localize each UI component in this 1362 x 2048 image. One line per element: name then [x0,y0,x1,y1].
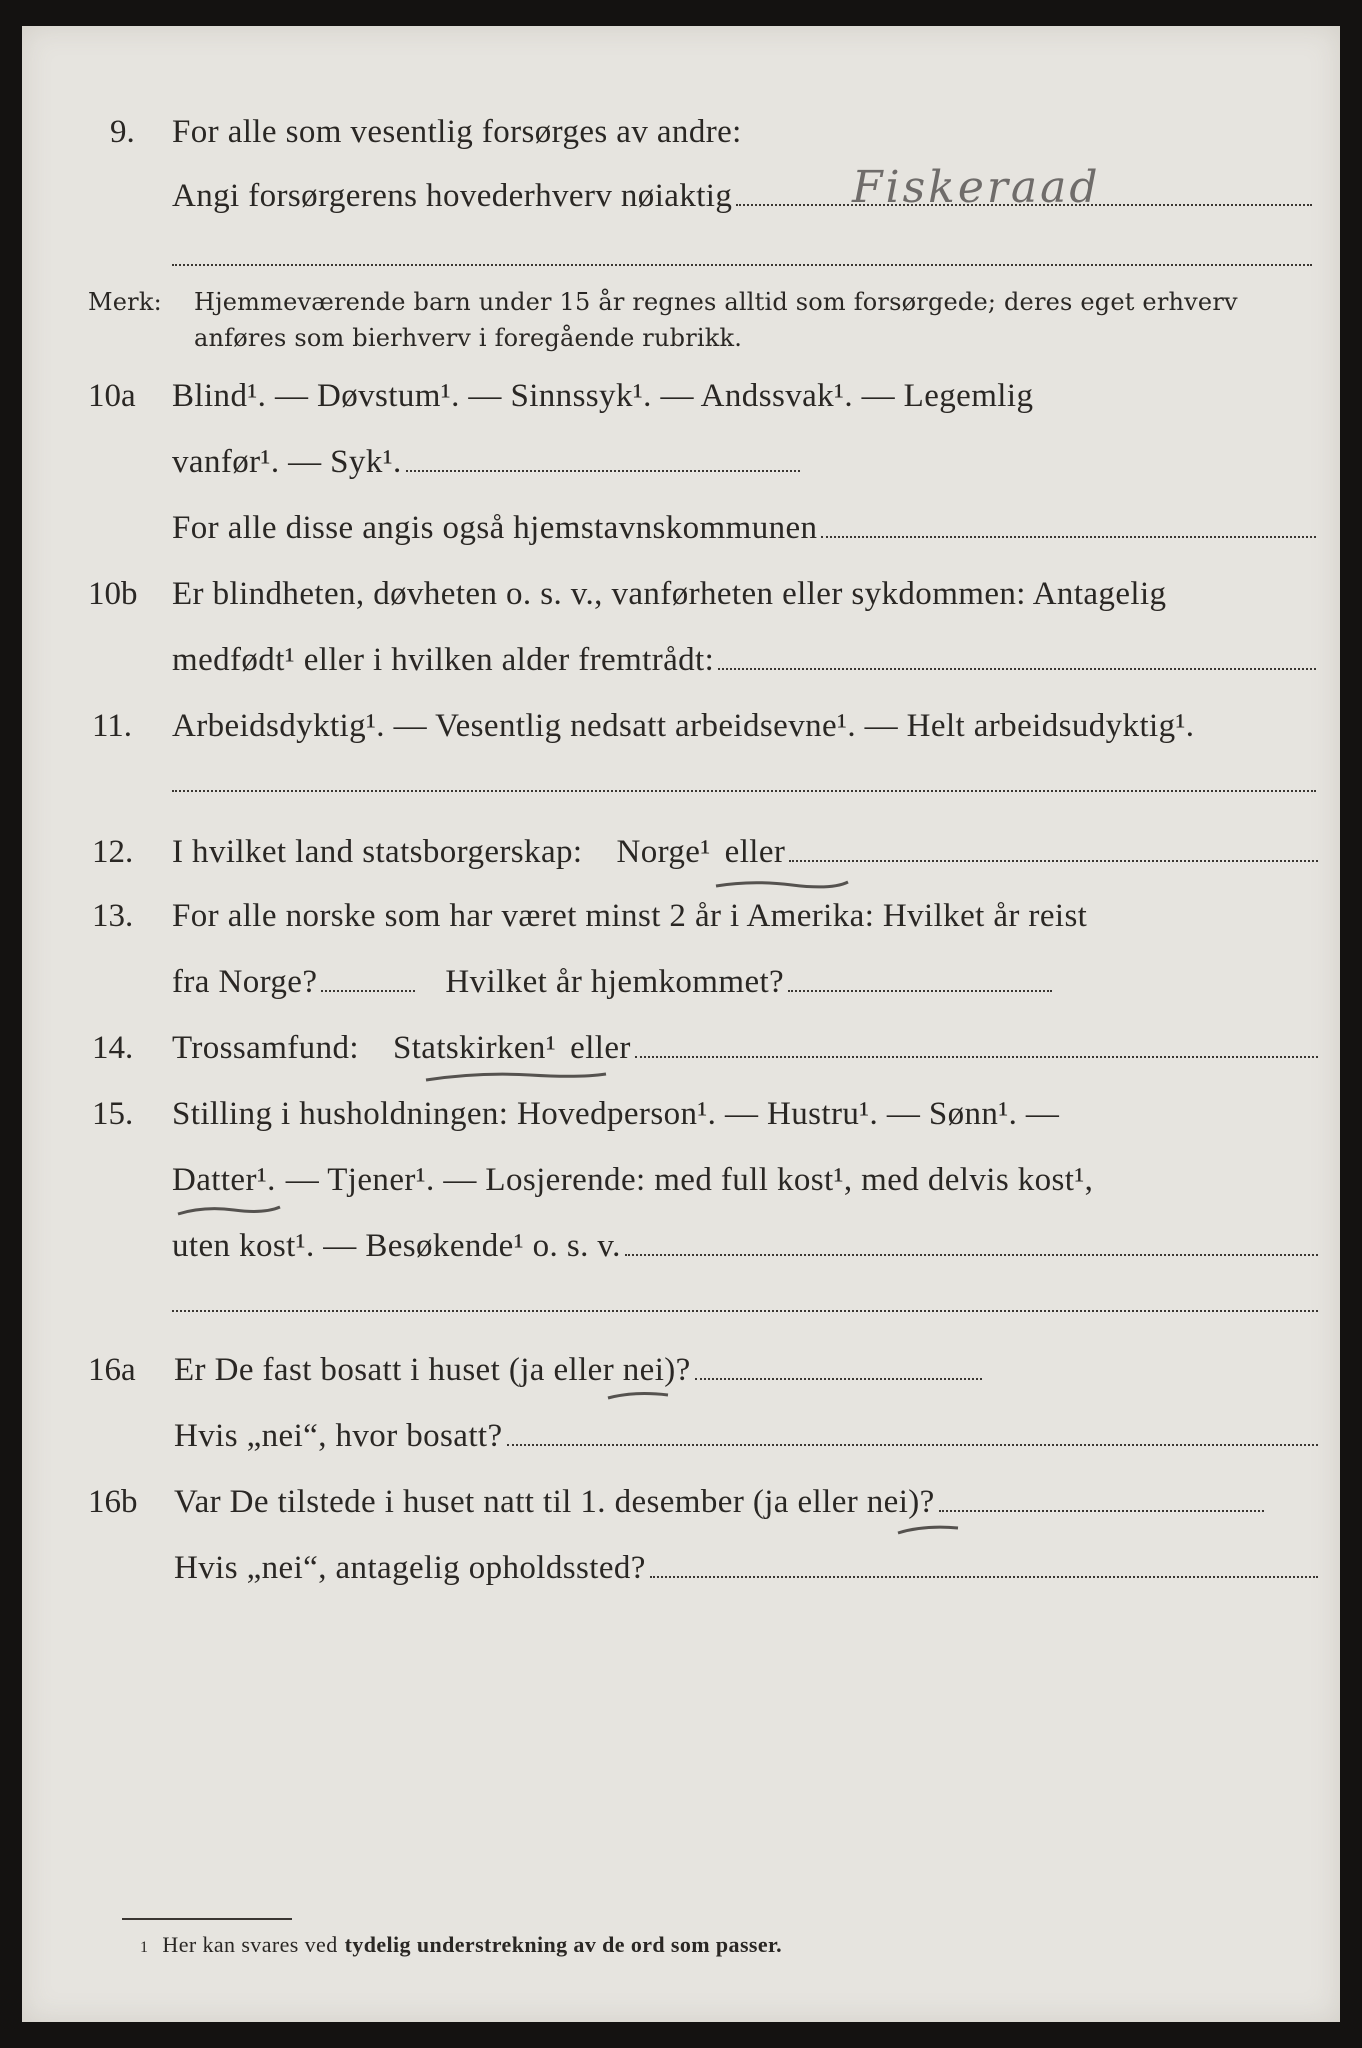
q15-line3-text: uten kost¹. — Besøkende¹ o. s. v. [172,1228,621,1264]
q10a-line1: Blind¹. — Døvstum¹. — Sinnssyk¹. — Andssvak¹. — Legemlig [172,378,1034,414]
q16a-answer-line[interactable] [695,1378,982,1380]
q14-number: 14. [92,1030,134,1066]
q14-handwritten-underline [420,1068,610,1086]
q13-reist-line[interactable] [321,990,415,992]
q12-suffix: eller [724,834,786,870]
q10b-line2 [172,642,1316,679]
q9-line1: For alle som vesentlig forsørges av andre: [172,114,742,150]
q15-line2 [172,1162,1318,1199]
footnote-rule [122,1918,292,1920]
q11-number: 11. [92,708,133,744]
q16a-number: 16a [88,1352,136,1388]
q16a-handwritten-mark [604,1388,674,1404]
q16a-line2-text: Hvis „nei“, hvor bosatt? [174,1418,503,1454]
q10a-line3-text: For alle disse angis også hjemstavnskommunen [172,510,818,546]
q15-option-datter[interactable]: Datter¹. [172,1162,276,1198]
q10b-number: 10b [88,576,138,612]
q9-number: 9. [110,114,135,150]
q13-number: 13. [92,898,134,934]
q16b-answer-line[interactable] [939,1510,1264,1512]
q9-extra-line[interactable] [172,264,1312,266]
q10a-syk-line[interactable] [406,470,800,472]
q15-line1: Stilling i husholdningen: Hovedperson¹. — Hustru¹. — Sønn¹. — [172,1096,1060,1132]
q15-number: 15. [92,1096,134,1132]
q9-line2 [172,178,1312,215]
q9-line2-text: Angi forsørgerens hovederhverv nøiaktig [172,178,733,214]
q13-line2b: Hvilket år hjemkommet? [445,964,785,1000]
merk-line2: anføres som bierhverv i foregående rubrikk. [194,324,743,352]
q9-handwritten-answer: Fiskeraad [852,162,1101,213]
q12-answer-line[interactable] [789,860,1318,862]
merk-label: Merk: [88,288,162,316]
q16b-line2 [174,1550,1318,1587]
merk-line1: Hjemmeværende barn under 15 år regnes alltid som forsørgede; deres eget erhverv [194,288,1238,316]
q16b-line2-text: Hvis „nei“, antagelig opholdssted? [174,1550,646,1586]
q15-line2-rest: — Tjener¹. — Losjerende: med full kost¹, med delvis kost¹, [285,1162,1094,1198]
q15-answer-line[interactable] [625,1254,1318,1256]
q12-option-norge[interactable]: Norge¹ [616,834,711,870]
q10b-line2-text: medfødt¹ eller i hvilken alder fremtrådt: [172,642,715,678]
q10a-line2-text: vanfør¹. — Syk¹. [172,444,402,480]
q13-line2 [172,964,1052,1001]
q16a-line1 [174,1352,982,1389]
q10a-hjemstavn-line[interactable] [821,536,1316,538]
q16b-number: 16b [88,1484,138,1520]
q16a-line2 [174,1418,1318,1455]
q12-handwritten-underline [712,876,852,892]
census-form-page [22,26,1340,2022]
footnote-marker: 1 [140,1939,149,1956]
q10a-number: 10a [88,378,136,414]
q15-extra-line[interactable] [172,1310,1318,1312]
q16a-line1-text: Er De fast bosatt i huset (ja eller nei)? [174,1352,691,1388]
q16a-bosatt-line[interactable] [507,1444,1318,1446]
q12-prefix: I hvilket land statsborgerskap: [172,834,583,870]
q11-line1: Arbeidsdyktig¹. — Vesentlig nedsatt arbeidsevne¹. — Helt arbeidsudyktig¹. [172,708,1195,744]
q13-hjemkommet-line[interactable] [788,990,1052,992]
q11-answer-line[interactable] [172,790,1316,792]
q10a-line2 [172,444,800,481]
q10b-answer-line[interactable] [718,668,1316,670]
footnote-bold-text: tydelig understrekning av de ord som passer. [344,1932,783,1957]
q16b-opholdssted-line[interactable] [650,1576,1318,1578]
q15-line3 [172,1228,1318,1265]
footnote [140,1932,782,1958]
q10a-line3 [172,510,1316,547]
q12-number: 12. [92,834,134,870]
q16b-line1-text: Var De tilstede i huset natt til 1. desember (ja eller nei)? [174,1484,935,1520]
q16b-handwritten-mark [894,1522,964,1538]
q13-line2a: fra Norge? [172,964,318,1000]
q13-line1: For alle norske som har været minst 2 år i Amerika: Hvilket år reist [172,898,1088,934]
q16b-line1 [174,1484,1264,1521]
footnote-text: Her kan svares ved [162,1932,338,1957]
q12-line [172,834,1318,871]
q14-prefix: Trossamfund: [172,1030,359,1066]
q10b-line1: Er blindheten, døvheten o. s. v., vanførheten eller sykdommen: Antagelig [172,576,1167,612]
q14-option-statskirken[interactable]: Statskirken¹ [392,1030,557,1066]
q14-suffix: eller [570,1030,631,1066]
q14-answer-line[interactable] [635,1056,1318,1058]
q15-handwritten-underline [174,1202,284,1220]
q14-line [172,1030,1318,1067]
